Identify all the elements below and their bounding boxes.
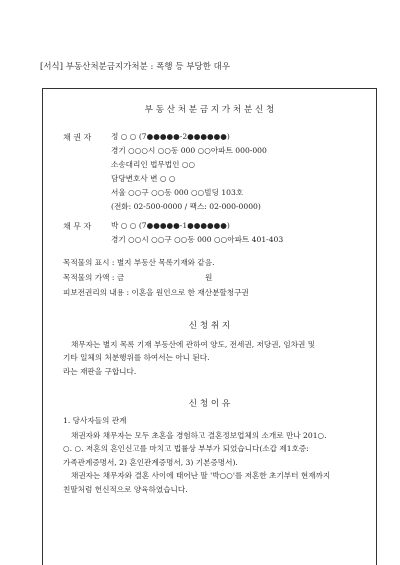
debtor-label: 채 무 자 [63,222,92,231]
reason-line: 채권자와 채무자는 모두 초혼을 경험하고 결혼정보업체의 소개로 만나 201○. [71,431,327,440]
purpose-line: 채무자는 별지 목록 기재 부동산에 관하여 양도, 전세권, 저당권, 임차권 및 [71,340,316,349]
purpose-heading: 신 청 취 지 [188,321,231,331]
object-value: 목적물의 가액 : 금 [63,273,125,282]
debtor-address: 경기 ○○시 ○○구 ○○동 000 ○○아파트 401-403 [111,235,284,244]
reason-line: 채권자는 채무자와 결혼 사이에 태어난 딸 '박○○'를 저혼한 초기부터 현재까지 [71,471,331,481]
preserved-right: 피보전권리의 내용 : 이혼을 원인으로 한 재산분할청구권 [63,288,249,297]
purpose-line: 기타 일체의 처분행위를 하여서는 아니 된다. [63,353,210,363]
creditor-address: 경기 ○○○시 ○○동 000 ○○아파트 000-000 [111,146,267,155]
creditor-label: 채 권 자 [63,133,92,142]
creditor-name: 정 ○ ○ (7●●●●●-2●●●●●●) [111,132,230,141]
reason-section-heading: 1. 당사자들의 관계 [63,416,127,425]
application-document [42,88,377,565]
purpose-body [63,338,363,378]
debtor-name: 박 ○ ○ (7●●●●●-1●●●●●●) [111,221,230,230]
reason-line: 가족관계증명서, 2) 혼인관계증명서, 3) 기본증명서). [63,457,238,467]
form-caption: [서식] 부동산처분금지가처분 : 폭행 등 부당한 대우 [40,61,231,71]
creditor-lawyer: 담당변호사 변 ○ ○ [111,174,176,183]
creditor-agent: 소송대리인 법무법인 ○○ [111,160,196,169]
reason-line: ○. ○. 저혼의 혼인신고를 마치고 법률상 부부가 되었습니다(소갑 제1호증: [63,444,309,454]
creditor-office-address: 서울 ○○구 ○○동 000 ○○빌딩 103호 [111,188,244,197]
reason-heading: 신 청 이 유 [188,399,231,409]
object-value-unit: 원 [205,273,213,282]
document-title: 부 동 산 처 분 금 지 가 처 분 신 청 [144,105,275,115]
object-display: 목적물의 표시 : 별지 부동산 목록기재와 같음. [63,258,215,267]
reason-line: 친딸처럼 헌신적으로 양육하였습니다. [63,484,188,494]
reason-body [63,429,363,496]
creditor-contact: (전화: 02-500-0000 / 팩스: 02-000-0000) [111,202,261,211]
purpose-line: 라는 재판을 구합니다. [63,366,137,376]
